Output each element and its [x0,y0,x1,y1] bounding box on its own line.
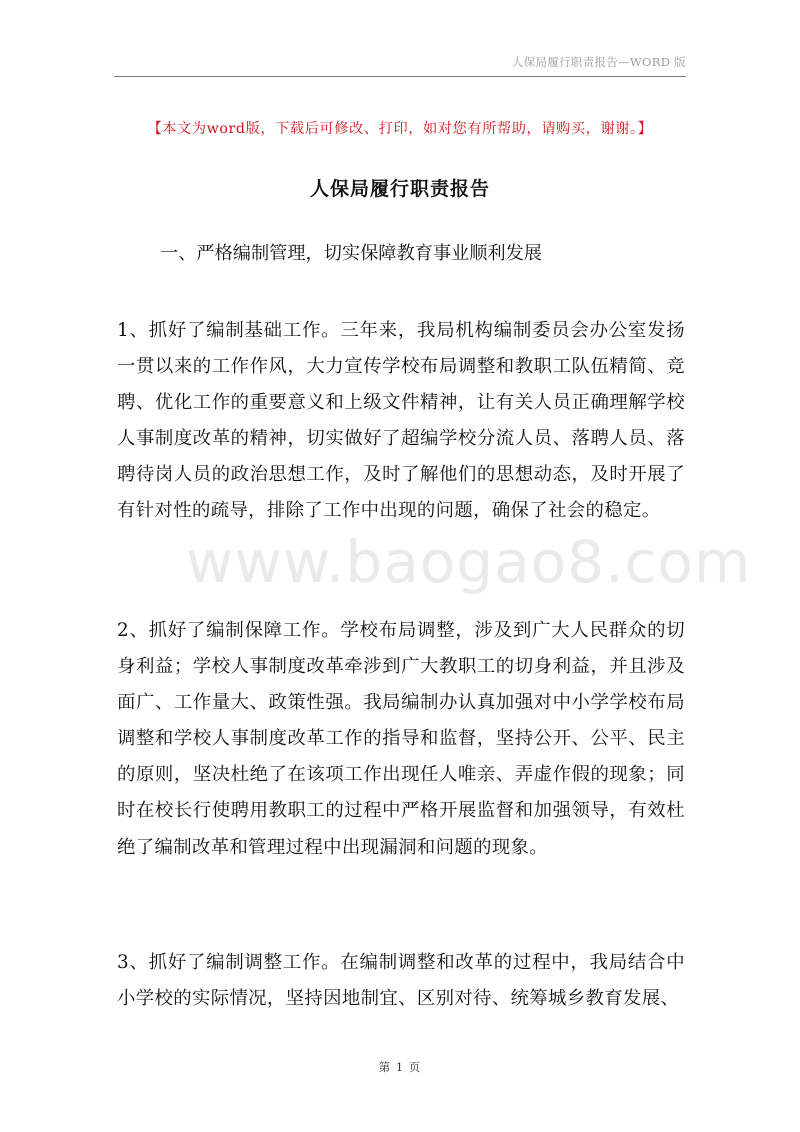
header-divider [114,76,686,77]
download-notice: 【本文为word版，下载后可修改、打印，如对您有所帮助，请购买，谢谢。】 [147,121,653,137]
watermark: www.baogao8.com [186,528,752,596]
paragraph-2: 2、抓好了编制保障工作。学校布局调整，涉及到广大人民群众的切身利益；学校人事制度改革牵涉到广大教职工的切身利益，并且涉及面广、工作量大、政策性强。我局编制办认真加强对中小学学校布局调整和学校人事制度改革工作的指导和监督，坚持公开、公平、民主的原则，坚决杜绝了在该项工作出现任人唯亲、弄虚作假的现象；同时在校长行使聘用教职工的过程中严格开展监督和加强领导，有效杜绝了编制改革和管理过程中出现漏洞和问题的现象。 [117,620,685,858]
section-heading: 一、严格编制管理，切实保障教育事业顺利发展 [160,243,542,264]
paragraph-1: 1、抓好了编制基础工作。三年来，我局机构编制委员会办公室发扬一贯以来的工作作风，大力宣传学校布局调整和教职工队伍精简、竞聘、优化工作的重要意义和上级文件精神，让有关人员正确理解学校人事制度改革的精神，切实做好了超编学校分流人员、落聘人员、落聘待岗人员的政治思想工作，及时了解他们的思想动态，及时开展了有针对性的疏导，排除了工作中出现的问题，确保了社会的稳定。 [117,320,685,522]
paragraph-3: 3、抓好了编制调整工作。在编制调整和改革的过程中，我局结合中小学校的实际情况，坚持因地制宜、区别对待、统筹城乡教育发展、 [117,952,685,1010]
document-title: 人保局履行职责报告 [309,178,490,200]
running-header: 人保局履行职责报告—WORD 版 [511,55,686,69]
page-number: 第 1 页 [378,1060,422,1074]
